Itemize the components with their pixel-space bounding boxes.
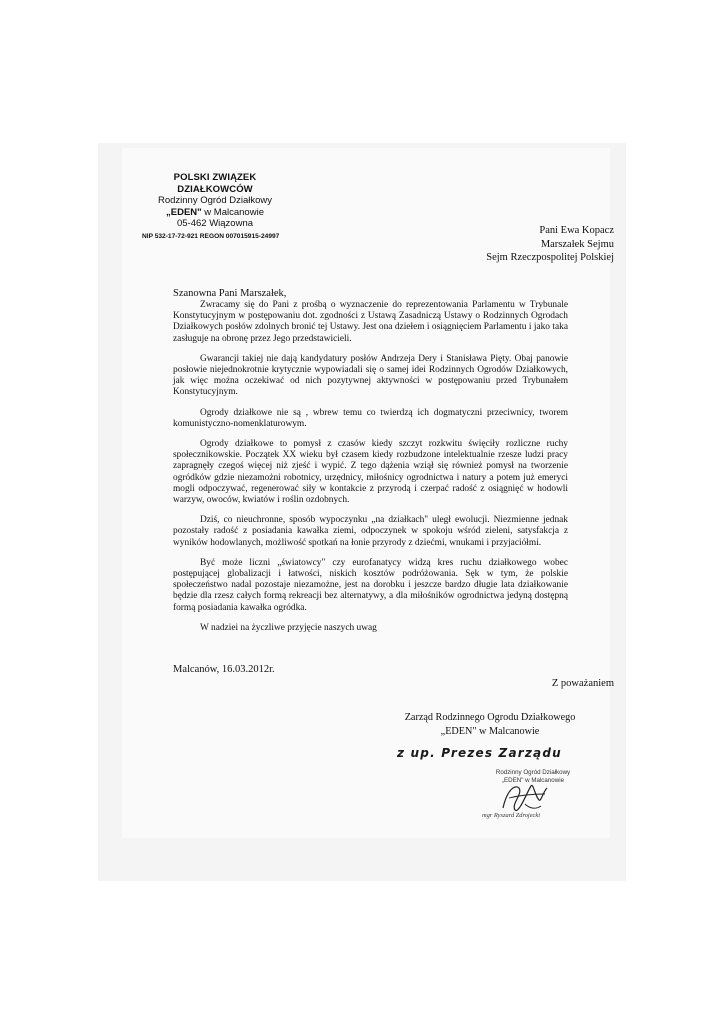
paragraph-5: Dziś, co nieuchronne, sposób wypoczynku „na działkach" uległ ewolucji. Niezmienne jednak pozostały radość z posiadania kawałka ziemi, odpoczynek w spokoju wśród zieleni, satysfakcja z wyników hodowlanych, możliwość spotkań na łonie przyrody z dziećmi, wnukami i przyjaciółmi. [173,515,568,548]
letter-body [173,300,568,643]
handwritten-signature [495,770,555,820]
letterhead-org: POLSKI ZWIĄZEK DZIAŁKOWCÓW [173,172,257,195]
letterhead-name [140,207,290,219]
paragraph-1: Zwracamy się do Pani z prośbą o wyznaczenie do reprezentowania Parlamentu w Trybunale Konstytucyjnym w postępowaniu dot. zgodności z Ustawą Zasadniczą Ustawy o Rodzinnych Ogrodach Działkowych posłów zdolnych bronić tej Ustawy. Jest ona dziełem i osiągnięciem Parlamentu i jako taka zasługuje na obronę przez Jego przedstawicieli. [173,300,568,344]
board-line-2: „EDEN" w Malcanowie [440,726,540,737]
letterhead-postal: 05-462 Wiązowna [176,218,254,229]
board-line-1: Zarząd Rodzinnego Ogrodu Działkowego [404,712,576,723]
stamp-line-2: „EDEN" w Malcanowie [501,776,565,784]
place-date: Malcanów, 16.03.2012r. [173,664,275,675]
addressee-block [486,224,614,265]
letterhead-name-location: w Malcanowie [201,206,264,218]
closing: Z poważaniem [551,678,614,689]
greeting: Szanowna Pani Marszałek, [173,288,287,299]
stamp-name: mgr Ryszard Zdrojecki [482,812,540,819]
board-signature-block [400,711,580,739]
stamp-line-1: Rodzinny Ogród Działkowy [495,769,571,776]
paragraph-7: W nadziei na życzliwe przyjęcie naszych uwag [200,622,377,633]
paragraph-2: Gwarancji takiej nie dają kandydatury posłów Andrzeja Dery i Stanisława Pięty. Obaj panowie posłowie niejednokrotnie krytycznie wypowiadali się o samej idei Rodzinnych Ogrodów Działkowych, jak więc można oczekiwać od nich pozytywnej aktywności w postępowaniu przed Trybunałem Konstytucyjnym. [173,353,568,398]
letterhead-garden: Rodzinny Ogród Działkowy [157,195,273,206]
addressee-title: Marszałek Sejmu [540,238,614,250]
letterhead-ids: NIP 532-17-72-921 REGON 007015915-24997 [142,232,280,240]
addressee-name: Pani Ewa Kopacz [539,225,614,236]
paragraph-6: Być może liczni „światowcy" czy eurofanatycy widzą kres ruchu działkowego wobec postępującej globalizacji i łatwości, niskich kosztów podróżowania. Sęk w tym, że polskie społeczeństwo nadal pozostaje niezamożne, jest na dorobku i jeszcze bardzo długie lata działkowanie będzie dla rzesz całych formą rekreacji bez alternatywy, a dla miłośników ogrodnictwa jedyną dostępną formą posiadania kawałka ogródka. [173,557,568,613]
letterhead-name-quoted: „EDEN" [166,206,202,218]
handwritten-title: z up. Prezes Zarządu [397,746,562,760]
paragraph-4: Ogrody działkowe to pomysł z czasów kiedy szczyt rozkwitu święciły rozliczne ruchy społecznikowskie. Początek XX wieku był czasem kiedy rozbudzone intelektualnie rzesze ludzi pracy zapragnęły czegoś więcej niż zjeść i wypić. Z tego dążenia wziął się również pomysł na tworzenie ogródków gdzie niezamożni robotnicy, urzędnicy, miłośnicy ogrodnictwa i natury a potem już emeryci mogli odpoczywać, regenerować siły w kontakcie z przyrodą i czerpać radość z osiągnięć w hodowli warzyw, owoców, kwiatów i roślin ozdobnych. [173,439,568,506]
paragraph-3: Ogrody działkowe nie są , wbrew temu co twierdzą ich dogmatyczni przeciwnicy, tworem komunistyczno-nomenklaturowym. [173,407,568,429]
addressee-institution: Sejm Rzeczpospolitej Polskiej [486,252,614,263]
letterhead [140,172,290,242]
